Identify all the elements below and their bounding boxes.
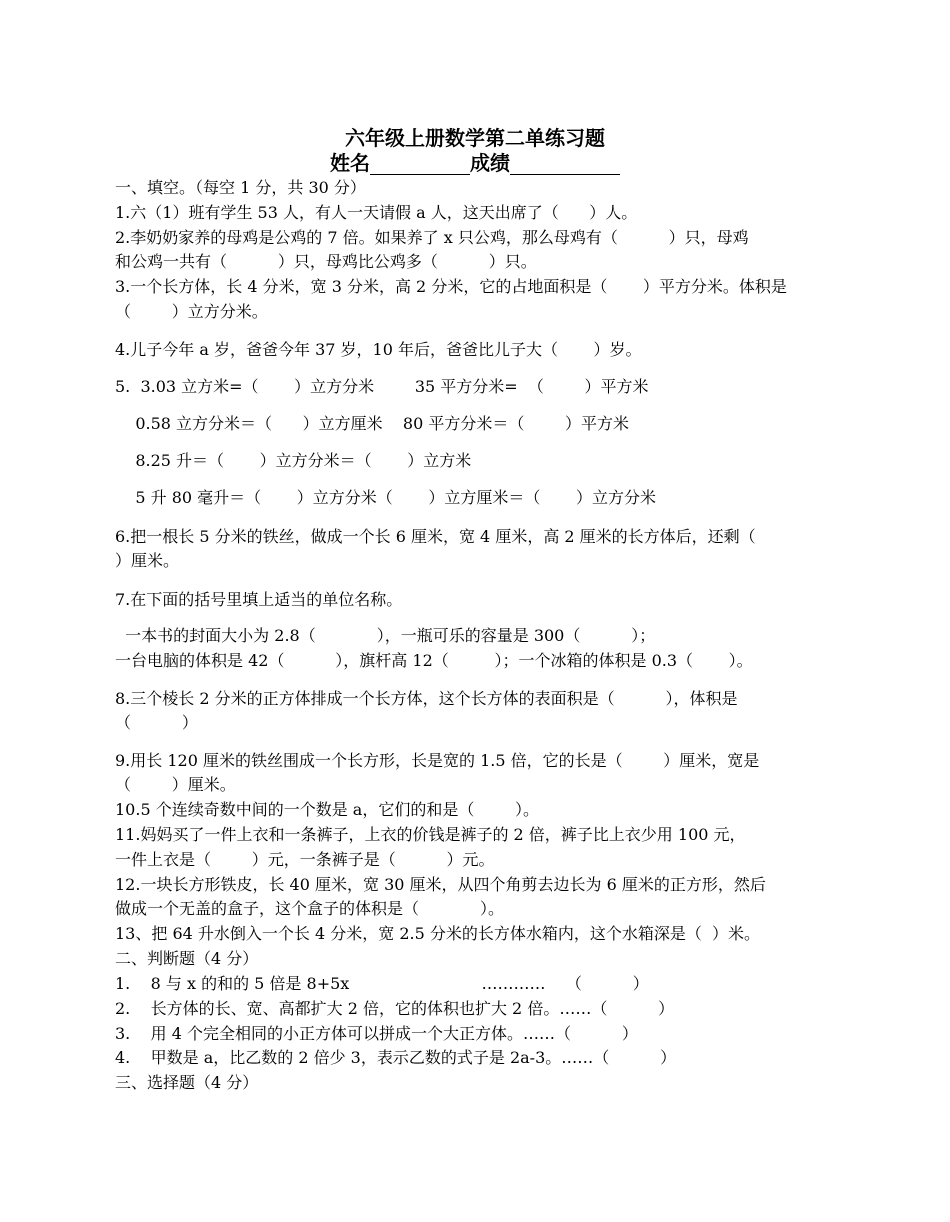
question-line: 4.儿子今年 a 岁，爸爸今年 37 岁，10 年后，爸爸比儿子大（ ）岁。 [115, 340, 642, 359]
question-line: 7.在下面的括号里填上适当的单位名称。 [115, 590, 403, 609]
section-3-heading: 三、选择题（4 分） [115, 1073, 259, 1092]
question-line: 10.5 个连续奇数中间的一个数是 a，它们的和是（ ）。 [115, 800, 540, 819]
question-line: 一台电脑的体积是 42（ ），旗杆高 12（ ）；一个冰箱的体积是 0.3（ ）。 [115, 651, 753, 670]
question-line: 3.一个长方体，长 4 分米，宽 3 分米，高 2 分米，它的占地面积是（ ）平方分米。体积是 [115, 277, 787, 296]
true-false-item: 4. 甲数是 a，比乙数的 2 倍少 3，表示乙数的式子是 2a-3。……（ ） [115, 1048, 677, 1067]
true-false-item: 1. 8 与 x 的和的 5 倍是 8+5x ………… （ ） [115, 974, 649, 993]
question-line: 6.把一根长 5 分米的铁丝，做成一个长 6 厘米，宽 4 厘米，高 2 厘米的长方体后，还剩（ [115, 527, 756, 546]
section-2-heading: 二、判断题（4 分） [115, 949, 259, 968]
question-line: 一件上衣是（ ）元，一条裤子是（ ）元。 [115, 850, 495, 869]
score-label: 成绩 [470, 151, 510, 175]
question-line: （ ）立方分米。 [115, 302, 268, 321]
question-line: ）厘米。 [115, 551, 180, 570]
score-blank[interactable] [510, 156, 620, 175]
page-title: 六年级上册数学第二单练习题 [345, 126, 605, 150]
question-line: 和公鸡一共有（ ）只，母鸡比公鸡多（ ）只。 [115, 252, 537, 271]
question-line: 12.一块长方形铁皮，长 40 厘米，宽 30 厘米，从四个角剪去边长为 6 厘米的正方形，然后 [115, 875, 766, 894]
true-false-item: 3. 用 4 个完全相同的小正方体可以拼成一个大正方体。……（ ） [115, 1024, 638, 1043]
name-blank[interactable] [370, 156, 470, 175]
question-line: 5. 3.03 立方米=（ ）立方分米 35 平方分米= （ ）平方米 [115, 377, 649, 396]
question-line: 8.三个棱长 2 分米的正方体排成一个长方体，这个长方体的表面积是（ ），体积是 [115, 689, 738, 708]
name-score-line [0, 151, 950, 175]
question-line: 8.25 升＝（ ）立方分米＝（ ）立方米 [115, 451, 472, 470]
question-line: 13、把 64 升水倒入一个长 4 分米，宽 2.5 分米的长方体水箱内，这个水箱深是（ ）米。 [115, 924, 761, 943]
question-line: 一本书的封面大小为 2.8（ ），一瓶可乐的容量是 300（ ）； [115, 626, 656, 645]
question-line: 5 升 80 毫升＝（ ）立方分米（ ）立方厘米＝（ ）立方分米 [115, 488, 656, 507]
question-line: 2.李奶奶家养的母鸡是公鸡的 7 倍。如果养了 x 只公鸡，那么母鸡有（ ）只，母鸡 [115, 228, 749, 247]
true-false-item: 2. 长方体的长、宽、高都扩大 2 倍，它的体积也扩大 2 倍。……（ ） [115, 999, 675, 1018]
question-line: （ ）厘米。 [115, 775, 236, 794]
question-line: 1.六（1）班有学生 53 人，有人一天请假 a 人，这天出席了（ ）人。 [115, 203, 638, 222]
section-1-heading: 一、填空。（每空 1 分，共 30 分） [115, 178, 366, 197]
question-line: 11.妈妈买了一件上衣和一条裤子，上衣的价钱是裤子的 2 倍，裤子比上衣少用 100 元， [115, 825, 746, 844]
question-line: （ ） [115, 713, 198, 732]
name-label: 姓名 [330, 151, 370, 175]
question-line: 0.58 立方分米＝（ ）立方厘米 80 平方分米＝（ ）平方米 [115, 414, 630, 433]
question-line: 做成一个无盖的盒子，这个盒子的体积是（ ）。 [115, 899, 505, 918]
question-line: 9.用长 120 厘米的铁丝围成一个长方形，长是宽的 1.5 倍，它的长是（ ）厘米，宽是 [115, 751, 760, 770]
